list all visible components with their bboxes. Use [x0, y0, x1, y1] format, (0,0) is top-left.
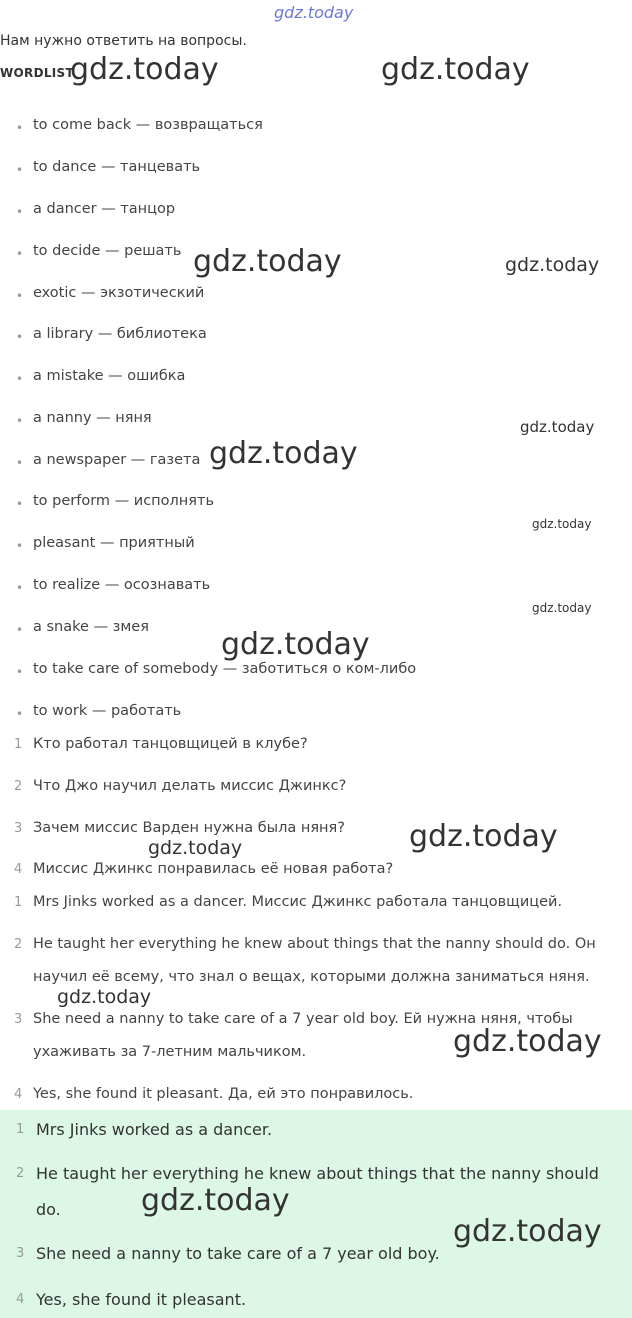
wordlist-title: WORDLIST	[0, 66, 74, 80]
watermark: gdz.today	[221, 627, 370, 662]
wordlist-item: to dance — танцевать	[33, 159, 201, 175]
wordlist-item: to work — работать	[33, 703, 182, 719]
bullet: •	[16, 665, 24, 679]
answer-line: Mrs Jinks worked as a dancer.	[36, 1120, 273, 1139]
answer-number: 4	[14, 1087, 23, 1102]
question-text: Кто работал танцовщицей в клубе?	[33, 736, 308, 752]
question-number: 4	[14, 862, 23, 877]
wordlist-item: to realize — осознавать	[33, 577, 211, 593]
wordlist-item: pleasant — приятный	[33, 535, 195, 551]
watermark: gdz.today	[532, 517, 592, 531]
answer-number: 2	[16, 1166, 25, 1181]
wordlist-item: a snake — змея	[33, 619, 149, 635]
bullet: •	[16, 497, 24, 511]
answer-number: 4	[16, 1292, 25, 1307]
answer-line: She need a nanny to take care of a 7 year old boy. Ей нужна няня, чтобы	[33, 1011, 573, 1027]
wordlist-item: a mistake — ошибка	[33, 368, 186, 384]
question-number: 3	[14, 821, 23, 836]
bullet: •	[16, 372, 24, 386]
watermark: gdz.today	[381, 52, 530, 87]
answer-number: 3	[16, 1246, 25, 1261]
wordlist-item: to decide — решать	[33, 243, 182, 259]
answer-line: do.	[36, 1200, 61, 1219]
answer-number: 3	[14, 1012, 23, 1027]
bullet: •	[16, 414, 24, 428]
watermark: gdz.today	[505, 254, 600, 276]
answer-line: She need a nanny to take care of a 7 year old boy.	[36, 1244, 440, 1263]
bullet: •	[16, 581, 24, 595]
bullet: •	[16, 121, 24, 135]
answer-line: He taught her everything he knew about things that the nanny should	[36, 1164, 599, 1183]
watermark: gdz.today	[141, 1183, 290, 1218]
answer-line: научил её всему, что знал о вещах, которыми должна заниматься няня.	[33, 969, 590, 985]
question-text: Что Джо научил делать миссис Джинкс?	[33, 778, 347, 794]
watermark: gdz.today	[520, 418, 595, 436]
wordlist-item: to come back — возвращаться	[33, 117, 263, 133]
wordlist-item: exotic — экзотический	[33, 285, 205, 301]
bullet: •	[16, 289, 24, 303]
bullet: •	[16, 163, 24, 177]
bullet: •	[16, 623, 24, 637]
question-number: 2	[14, 779, 23, 794]
wordlist-item: to take care of somebody — заботиться о ком-либо	[33, 661, 417, 677]
watermark: gdz.today	[70, 52, 219, 87]
bullet: •	[16, 205, 24, 219]
question-text: Миссис Джинкс понравилась её новая работа?	[33, 861, 394, 877]
answer-line: Yes, she found it pleasant. Да, ей это понравилось.	[33, 1086, 414, 1102]
watermark: gdz.today	[193, 244, 342, 279]
question-number: 1	[14, 737, 23, 752]
watermark: gdz.today	[148, 837, 243, 859]
watermark: gdz.today	[57, 986, 152, 1008]
answer-number: 1	[14, 895, 23, 910]
wordlist-item: to perform — исполнять	[33, 493, 214, 509]
intro-text: Нам нужно ответить на вопросы.	[0, 33, 247, 49]
answer-number: 2	[14, 937, 23, 952]
wordlist-item: a nanny — няня	[33, 410, 152, 426]
answer-line: Yes, she found it pleasant.	[36, 1290, 247, 1309]
answer-line: He taught her everything he knew about things that the nanny should do. Он	[33, 936, 596, 952]
answer-line: Mrs Jinks worked as a dancer. Миссис Джинкс работала танцовщицей.	[33, 894, 563, 910]
watermark: gdz.today	[532, 601, 592, 615]
bullet: •	[16, 539, 24, 553]
answer-number: 1	[16, 1122, 25, 1137]
watermark-top: gdz.today	[274, 3, 354, 22]
bullet: •	[16, 330, 24, 344]
answer-line: ухаживать за 7-летним мальчиком.	[33, 1044, 307, 1060]
bullet: •	[16, 247, 24, 261]
wordlist-item: a library — библиотека	[33, 326, 207, 342]
watermark: gdz.today	[409, 819, 558, 854]
watermark: gdz.today	[453, 1024, 602, 1059]
watermark: gdz.today	[453, 1214, 602, 1249]
watermark: gdz.today	[209, 436, 358, 471]
question-text: Зачем миссис Варден нужна была няня?	[33, 820, 345, 836]
wordlist-item: a newspaper — газета	[33, 452, 201, 468]
wordlist-item: a dancer — танцор	[33, 201, 176, 217]
bullet: •	[16, 707, 24, 721]
bullet: •	[16, 456, 24, 470]
